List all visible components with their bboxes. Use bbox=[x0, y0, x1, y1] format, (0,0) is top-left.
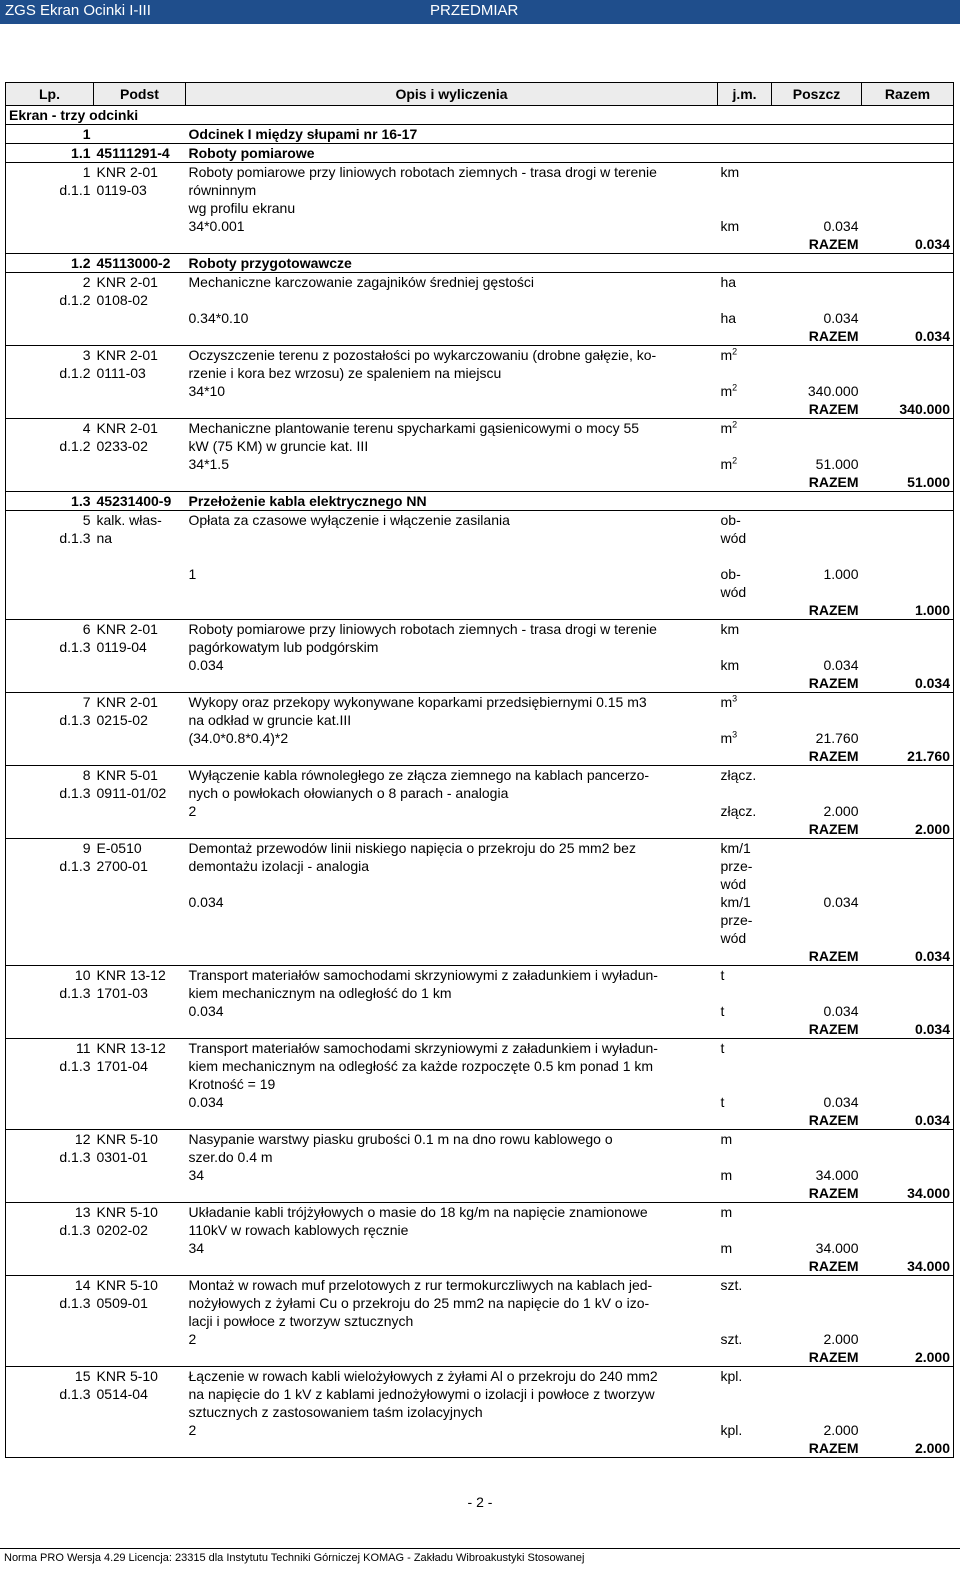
document-title: ZGS Ekran Ocinki I-III bbox=[5, 2, 151, 19]
item-basis-position: 1701-04 bbox=[96, 1058, 148, 1074]
col-opis: Opis i wyliczenia bbox=[186, 83, 718, 106]
item-basis-position: 0119-04 bbox=[96, 639, 147, 655]
item-basis-position: na bbox=[96, 530, 113, 546]
item-total: 34.000 bbox=[862, 1184, 954, 1203]
item-description: 110kV w rowach kablowych ręcznie bbox=[188, 1222, 409, 1238]
item-row bbox=[6, 1203, 954, 1240]
item-basis-catalog: KNR 2-01 bbox=[96, 274, 158, 290]
item-basis-catalog: KNR 5-10 bbox=[96, 1368, 158, 1384]
item-total: 2.000 bbox=[862, 820, 954, 839]
item-unit: ha bbox=[720, 274, 737, 290]
total-label: RAZEM bbox=[772, 1184, 862, 1203]
section-code: 45113000-2 bbox=[94, 254, 186, 273]
item-description: kiem mechanicznym na odległość za każde rozpoczęte 0.5 km ponad 1 km bbox=[188, 1058, 654, 1074]
item-basis-position: 0111-03 bbox=[96, 365, 146, 381]
item-description bbox=[189, 291, 715, 309]
item-calculation: 1 bbox=[188, 566, 197, 582]
item-description: na odkład w gruncie kat.III bbox=[188, 712, 352, 728]
item-description bbox=[189, 875, 715, 893]
item-description: Roboty pomiarowe przy liniowych robotach ziemnych - trasa drogi w terenie bbox=[188, 164, 657, 180]
item-quantity: 0.034 bbox=[823, 218, 859, 234]
section-number: 1.1 bbox=[6, 144, 94, 163]
table-header-row bbox=[6, 83, 954, 106]
section-row bbox=[6, 106, 954, 125]
item-basis-catalog: KNR 2-01 bbox=[96, 347, 158, 363]
item-spec-ref: d.1.1 bbox=[59, 182, 91, 198]
section-row bbox=[6, 492, 954, 511]
item-spec-ref: d.1.3 bbox=[59, 785, 91, 801]
total-label: RAZEM bbox=[772, 747, 862, 766]
item-description: Oczyszczenie terenu z pozostałości po wykarczowaniu (drobne gałęzie, ko- bbox=[188, 347, 657, 363]
item-description bbox=[189, 529, 715, 547]
section-title: Ekran - trzy odcinki bbox=[6, 106, 954, 125]
item-spec-ref: d.1.3 bbox=[59, 1386, 91, 1402]
total-label: RAZEM bbox=[772, 1348, 862, 1367]
section-title: Odcinek I między słupami nr 16-17 bbox=[186, 125, 954, 144]
item-spec-ref: d.1.3 bbox=[59, 1058, 91, 1074]
item-total: 0.034 bbox=[862, 327, 954, 346]
item-calculation: 0.34*0.10 bbox=[188, 310, 249, 326]
item-total: 34.000 bbox=[862, 1257, 954, 1276]
item-basis-catalog: KNR 13-12 bbox=[96, 1040, 166, 1056]
item-basis-position: 0215-02 bbox=[96, 712, 148, 728]
item-calculation: 0.034 bbox=[188, 1003, 224, 1019]
item-calc-unit: wód bbox=[720, 930, 747, 946]
item-lp: 14 bbox=[74, 1277, 91, 1293]
item-calc-unit: m bbox=[720, 1167, 733, 1183]
item-basis-position: 0202-02 bbox=[96, 1222, 148, 1238]
page-number: - 2 - bbox=[467, 1494, 493, 1510]
item-basis-catalog: KNR 13-12 bbox=[96, 967, 166, 983]
item-row bbox=[6, 419, 954, 456]
item-spec-ref: d.1.3 bbox=[59, 1295, 91, 1311]
item-total-row bbox=[6, 327, 954, 346]
item-basis-position: 0233-02 bbox=[96, 438, 148, 454]
item-unit: wód bbox=[720, 530, 747, 546]
item-description: rzenie i kora bez wrzosu) ze spaleniem na miejscu bbox=[188, 365, 502, 381]
item-calc-unit: ob- bbox=[720, 566, 741, 582]
item-spec-ref: d.1.3 bbox=[59, 858, 91, 874]
section-number: 1.3 bbox=[6, 492, 94, 511]
item-lp: 2 bbox=[82, 274, 91, 290]
item-basis-position: 0509-01 bbox=[96, 1295, 148, 1311]
item-quantity: 21.760 bbox=[815, 730, 859, 746]
item-calc-unit: km/1 bbox=[720, 894, 751, 910]
item-calculation: 34 bbox=[188, 1167, 205, 1183]
item-description: Transport materiałów samochodami skrzyniowymi z załadunkiem i wyładun- bbox=[188, 1040, 658, 1056]
total-label: RAZEM bbox=[772, 1257, 862, 1276]
item-calculation: 2 bbox=[188, 1331, 197, 1347]
item-basis-catalog: KNR 2-01 bbox=[96, 164, 158, 180]
item-row bbox=[6, 766, 954, 803]
item-basis-catalog: KNR 5-10 bbox=[96, 1277, 158, 1293]
item-description: wg profilu ekranu bbox=[188, 200, 296, 216]
item-quantity: 340.000 bbox=[807, 383, 859, 399]
item-quantity: 51.000 bbox=[815, 456, 859, 472]
total-label: RAZEM bbox=[772, 1111, 862, 1130]
item-description: nych o powłokach ołowianych o 8 parach - analogia bbox=[188, 785, 509, 801]
item-row bbox=[6, 839, 954, 894]
item-row bbox=[6, 693, 954, 730]
item-basis-catalog: kalk. włas- bbox=[96, 512, 162, 528]
item-description: Roboty pomiarowe przy liniowych robotach ziemnych - trasa drogi w terenie bbox=[188, 621, 657, 637]
item-total-row bbox=[6, 1257, 954, 1276]
item-total-row bbox=[6, 235, 954, 254]
item-basis-catalog: KNR 2-01 bbox=[96, 621, 158, 637]
item-quantity: 2.000 bbox=[823, 803, 859, 819]
software-footer: Norma PRO Wersja 4.29 Licencja: 23315 dla Instytutu Techniki Górniczej KOMAG - Zakładu Wibroakustyki Stosowanej bbox=[0, 1548, 960, 1567]
item-lp: 10 bbox=[74, 967, 91, 983]
item-total: 51.000 bbox=[862, 473, 954, 492]
item-basis-position: 0108-02 bbox=[96, 292, 148, 308]
item-unit: ob- bbox=[720, 512, 741, 528]
section-row bbox=[6, 144, 954, 163]
item-total-row bbox=[6, 947, 954, 966]
item-calc-unit: $m^2$ bbox=[720, 455, 738, 472]
item-lp: 5 bbox=[82, 512, 91, 528]
item-row bbox=[6, 163, 954, 218]
col-lp: Lp. bbox=[6, 83, 94, 106]
item-spec-ref: d.1.3 bbox=[59, 530, 91, 546]
item-lp: 4 bbox=[82, 420, 91, 436]
item-row bbox=[6, 1039, 954, 1094]
item-calculation: 0.034 bbox=[188, 894, 224, 910]
item-description: Transport materiałów samochodami skrzyniowymi z załadunkiem i wyładun- bbox=[188, 967, 658, 983]
col-poszcz: Poszcz bbox=[772, 83, 862, 106]
item-basis-catalog: KNR 5-10 bbox=[96, 1131, 158, 1147]
item-total: 0.034 bbox=[862, 947, 954, 966]
item-calc-unit: km bbox=[720, 218, 740, 234]
item-calc-unit: km bbox=[720, 657, 740, 673]
item-unit: kpl. bbox=[720, 1368, 743, 1384]
item-description: kW (75 KM) w gruncie kat. III bbox=[188, 438, 369, 454]
total-label: RAZEM bbox=[772, 400, 862, 419]
item-lp: 9 bbox=[82, 840, 91, 856]
item-total: 340.000 bbox=[862, 400, 954, 419]
item-calc-unit: wód bbox=[720, 584, 747, 600]
section-number: 1 bbox=[6, 125, 94, 144]
item-basis-position: 0301-01 bbox=[96, 1149, 148, 1165]
item-calculation: 0.034 bbox=[188, 1094, 224, 1110]
item-calculation: 34 bbox=[188, 1240, 205, 1256]
item-unit: km/1 bbox=[720, 840, 751, 856]
section-code: 45111291-4 bbox=[94, 144, 186, 163]
item-description: Wykopy oraz przekopy wykonywane koparkami przedsiębiernymi 0.15 m3 bbox=[188, 694, 647, 710]
item-total: 2.000 bbox=[862, 1439, 954, 1458]
item-unit: t bbox=[720, 1040, 725, 1056]
item-basis-catalog: KNR 2-01 bbox=[96, 420, 158, 436]
item-total-row bbox=[6, 400, 954, 419]
section-title: Roboty pomiarowe bbox=[186, 144, 954, 163]
item-total-row bbox=[6, 1184, 954, 1203]
section-row bbox=[6, 254, 954, 273]
item-basis-position: 2700-01 bbox=[96, 858, 148, 874]
item-unit: prze- bbox=[720, 858, 753, 874]
item-calculation: 2 bbox=[188, 803, 197, 819]
item-calc-unit: t bbox=[720, 1094, 725, 1110]
item-basis-position: 0119-03 bbox=[96, 182, 147, 198]
item-spec-ref: d.1.2 bbox=[59, 438, 91, 454]
item-quantity: 0.034 bbox=[823, 894, 859, 910]
item-quantity: 0.034 bbox=[823, 657, 859, 673]
item-description: kiem mechanicznym na odległość do 1 km bbox=[188, 985, 452, 1001]
item-spec-ref: d.1.2 bbox=[59, 292, 91, 308]
item-description: demontażu izolacji - analogia bbox=[188, 858, 370, 874]
item-lp: 1 bbox=[82, 164, 91, 180]
item-total-row bbox=[6, 473, 954, 492]
total-label: RAZEM bbox=[772, 327, 862, 346]
item-lp: 6 bbox=[82, 621, 91, 637]
item-total-row bbox=[6, 1020, 954, 1039]
item-lp: 8 bbox=[82, 767, 91, 783]
item-calc-unit: prze- bbox=[720, 912, 753, 928]
item-total: 0.034 bbox=[862, 674, 954, 693]
item-total-row bbox=[6, 747, 954, 766]
item-calc-unit: szt. bbox=[720, 1331, 743, 1347]
col-razem: Razem bbox=[862, 83, 954, 106]
item-description bbox=[189, 547, 715, 565]
section-code: 45231400-9 bbox=[94, 492, 186, 511]
item-row bbox=[6, 511, 954, 566]
item-total-row bbox=[6, 1439, 954, 1458]
item-description: Układanie kabli trójżyłowych o masie do 18 kg/m na napięcie znamionowe bbox=[188, 1204, 648, 1220]
item-lp: 15 bbox=[74, 1368, 91, 1384]
item-total-row bbox=[6, 601, 954, 620]
item-calc-unit: kpl. bbox=[720, 1422, 743, 1438]
item-spec-ref: d.1.3 bbox=[59, 1149, 91, 1165]
section-number: 1.2 bbox=[6, 254, 94, 273]
item-total-row bbox=[6, 820, 954, 839]
item-total: 1.000 bbox=[862, 601, 954, 620]
document-type: PRZEDMIAR bbox=[430, 2, 519, 19]
item-description: Nasypanie warstwy piasku grubości 0.1 m na dno rowu kablowego o bbox=[188, 1131, 613, 1147]
item-basis-position: 1701-03 bbox=[96, 985, 148, 1001]
item-description: pagórkowatym lub podgórskim bbox=[188, 639, 379, 655]
item-total: 0.034 bbox=[862, 235, 954, 254]
total-label: RAZEM bbox=[772, 601, 862, 620]
item-description: Demontaż przewodów linii niskiego napięcia o przekroju do 25 mm2 bez bbox=[188, 840, 636, 856]
item-spec-ref: d.1.3 bbox=[59, 1222, 91, 1238]
item-unit: t bbox=[720, 967, 725, 983]
estimate-sheet bbox=[5, 82, 953, 1458]
item-total: 0.034 bbox=[862, 1020, 954, 1039]
item-description: szer.do 0.4 m bbox=[188, 1149, 273, 1165]
section-row bbox=[6, 125, 954, 144]
total-label: RAZEM bbox=[772, 1439, 862, 1458]
item-unit: $m^3$ bbox=[720, 693, 738, 710]
item-description: na napięcie do 1 kV z kablami jednożyłowymi o izolacji i powłoce z tworzyw bbox=[188, 1386, 655, 1402]
item-description: Montaż w rowach muf przelotowych z rur termokurczliwych na kablach jed- bbox=[188, 1277, 653, 1293]
item-spec-ref: d.1.3 bbox=[59, 985, 91, 1001]
item-row bbox=[6, 273, 954, 310]
item-basis-catalog: KNR 5-10 bbox=[96, 1204, 158, 1220]
item-basis-catalog: E-0510 bbox=[96, 840, 142, 856]
item-description: nożyłowych z żyłami Cu o przekroju do 25 mm2 na napięcie do 1 kV o izo- bbox=[188, 1295, 650, 1311]
item-description: lacji i powłoce z tworzyw sztucznych bbox=[188, 1313, 414, 1329]
estimate-table bbox=[5, 82, 954, 1458]
item-quantity: 2.000 bbox=[823, 1331, 859, 1347]
item-row bbox=[6, 1276, 954, 1331]
item-quantity: 2.000 bbox=[823, 1422, 859, 1438]
item-description: Mechaniczne karczowanie zagajników średniej gęstości bbox=[188, 274, 535, 290]
item-calculation: 0.034 bbox=[188, 657, 224, 673]
item-unit: $m^2$ bbox=[720, 346, 738, 363]
item-spec-ref: d.1.3 bbox=[59, 712, 91, 728]
item-basis-catalog: KNR 2-01 bbox=[96, 694, 158, 710]
item-calc-unit: $m^3$ bbox=[720, 729, 738, 746]
col-jm: j.m. bbox=[718, 83, 772, 106]
item-lp: 11 bbox=[75, 1040, 91, 1056]
item-total-row bbox=[6, 1111, 954, 1130]
total-label: RAZEM bbox=[772, 947, 862, 966]
item-calculation: 34*10 bbox=[188, 383, 226, 399]
item-basis-catalog: KNR 5-01 bbox=[96, 767, 158, 783]
item-unit: km bbox=[720, 621, 740, 637]
item-calc-unit: t bbox=[720, 1003, 725, 1019]
item-quantity: 34.000 bbox=[815, 1240, 859, 1256]
item-calc-unit: ha bbox=[720, 310, 737, 326]
item-basis-position: 0514-04 bbox=[96, 1386, 148, 1402]
item-total: 21.760 bbox=[862, 747, 954, 766]
item-description: Łączenie w rowach kabli wielożyłowych z żyłami Al o przekroju do 240 mm2 bbox=[188, 1368, 658, 1384]
item-total: 0.034 bbox=[862, 1111, 954, 1130]
item-unit: złącz. bbox=[720, 767, 757, 783]
item-lp: 12 bbox=[74, 1131, 91, 1147]
item-row bbox=[6, 1130, 954, 1167]
item-row bbox=[6, 620, 954, 657]
item-lp: 3 bbox=[82, 347, 91, 363]
item-calc-unit: $m^2$ bbox=[720, 382, 738, 399]
item-description: Krotność = 19 bbox=[188, 1076, 276, 1092]
item-quantity: 0.034 bbox=[823, 1003, 859, 1019]
item-unit: m bbox=[720, 1131, 733, 1147]
item-description: sztucznych z zastosowaniem taśm izolacyjnych bbox=[188, 1404, 483, 1420]
document-header bbox=[0, 0, 960, 24]
item-spec-ref: d.1.2 bbox=[59, 365, 91, 381]
item-quantity: 1.000 bbox=[823, 566, 859, 582]
item-quantity: 34.000 bbox=[815, 1167, 859, 1183]
total-label: RAZEM bbox=[772, 235, 862, 254]
item-row bbox=[6, 1367, 954, 1422]
item-quantity: 0.034 bbox=[823, 1094, 859, 1110]
item-calc-unit: m bbox=[720, 1240, 733, 1256]
item-total: 2.000 bbox=[862, 1348, 954, 1367]
item-total-row bbox=[6, 674, 954, 693]
item-description: Wyłączenie kabla równoległego ze złącza ziemnego na kablach pancerzo- bbox=[188, 767, 650, 783]
item-description: Opłata za czasowe wyłączenie i włączenie zasilania bbox=[188, 512, 510, 528]
item-total-row bbox=[6, 1348, 954, 1367]
item-spec-ref: d.1.3 bbox=[59, 639, 91, 655]
item-lp: 7 bbox=[82, 694, 91, 710]
total-label: RAZEM bbox=[772, 820, 862, 839]
item-basis-position: 0911-01/02 bbox=[96, 785, 167, 801]
item-calc-unit: złącz. bbox=[720, 803, 757, 819]
total-label: RAZEM bbox=[772, 473, 862, 492]
item-unit: km bbox=[720, 164, 740, 180]
section-title: Roboty przygotowawcze bbox=[186, 254, 954, 273]
item-description: równinnym bbox=[188, 182, 257, 198]
item-unit: $m^2$ bbox=[720, 419, 738, 436]
item-unit: wód bbox=[720, 876, 747, 892]
item-row bbox=[6, 346, 954, 383]
item-calculation: 34*0.001 bbox=[188, 218, 245, 234]
section-title: Przełożenie kabla elektrycznego NN bbox=[186, 492, 954, 511]
item-description: Mechaniczne plantowanie terenu spycharkami gąsienicowymi o mocy 55 bbox=[188, 420, 640, 436]
item-lp: 13 bbox=[74, 1204, 91, 1220]
item-calculation: 2 bbox=[188, 1422, 197, 1438]
item-row bbox=[6, 966, 954, 1003]
item-unit: szt. bbox=[720, 1277, 743, 1293]
item-calculation: (34.0*0.8*0.4)*2 bbox=[188, 730, 289, 746]
item-quantity: 0.034 bbox=[823, 310, 859, 326]
item-calculation: 34*1.5 bbox=[188, 456, 229, 472]
total-label: RAZEM bbox=[772, 1020, 862, 1039]
item-unit: m bbox=[720, 1204, 733, 1220]
total-label: RAZEM bbox=[772, 674, 862, 693]
col-podst: Podst bbox=[94, 83, 186, 106]
